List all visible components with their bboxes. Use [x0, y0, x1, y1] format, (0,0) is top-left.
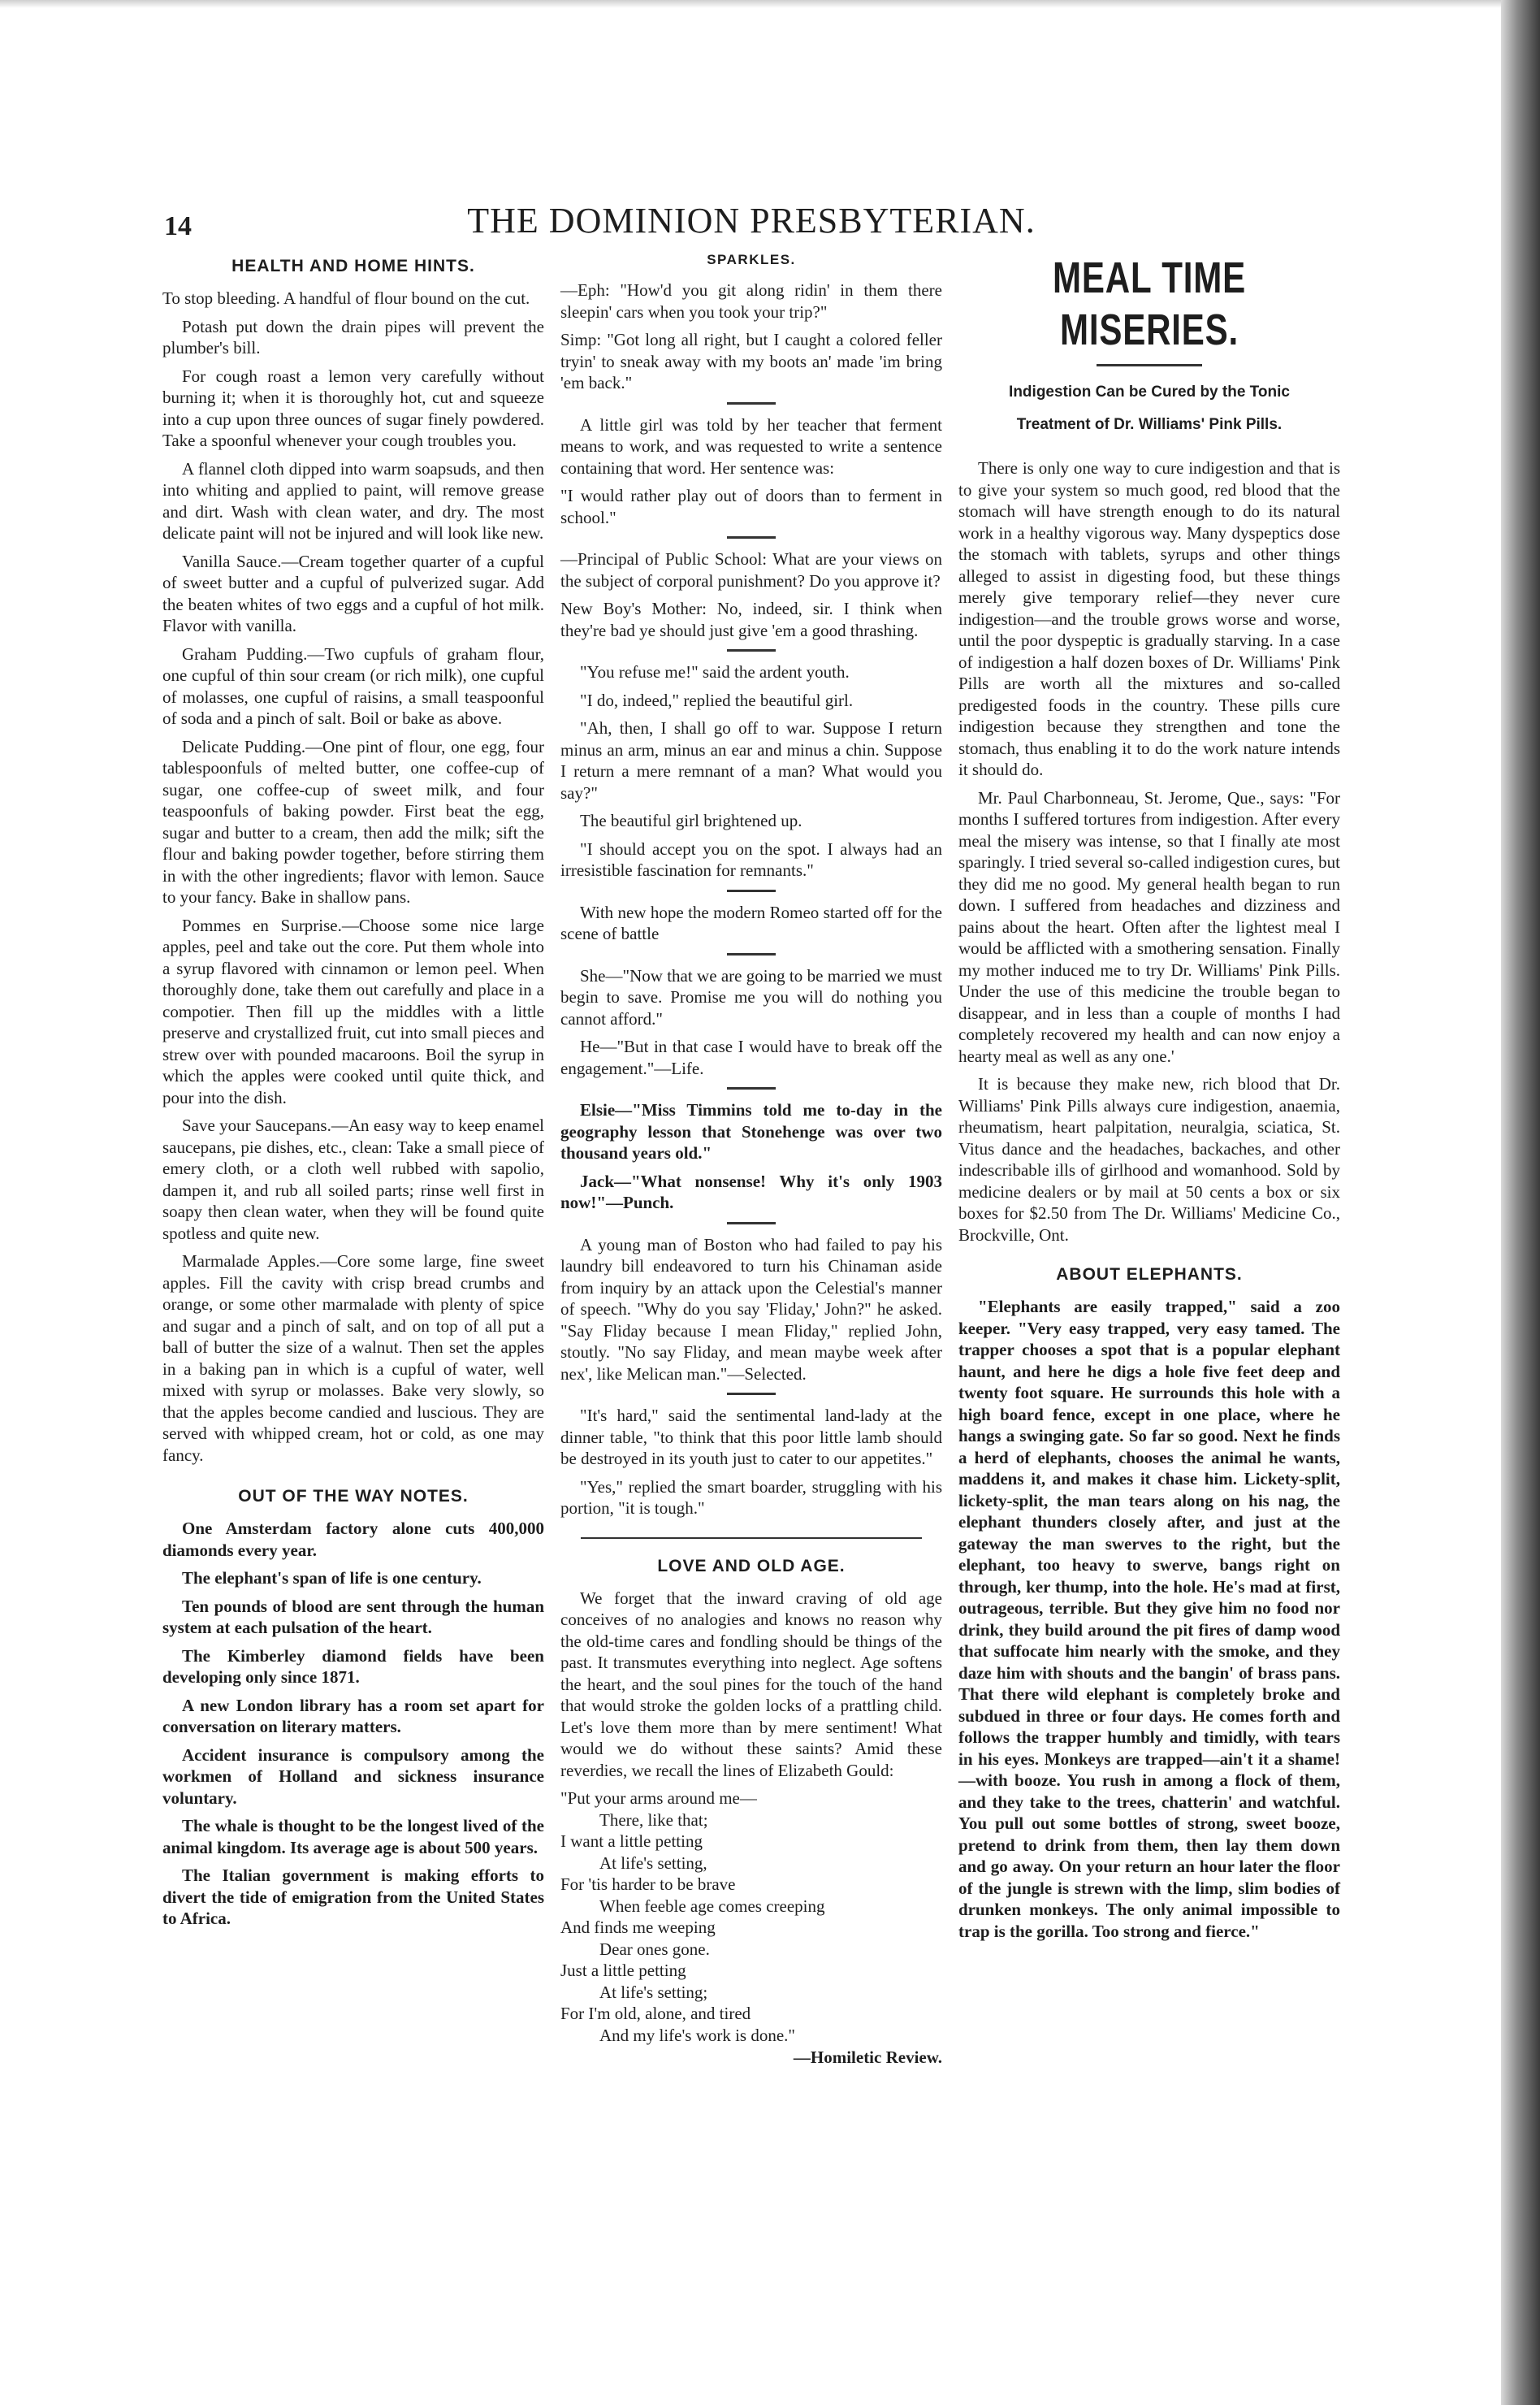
joke-item [560, 1099, 942, 1214]
page-number: 14 [164, 211, 192, 241]
joke-divider [727, 1393, 776, 1395]
meal-paragraph: There is only one way to cure indigestion and that is to give your system so much good, red blood that the stomach will have strength enough to do its natural work in a healthy vigorous way. Many dyspeptics dose the stomach with tablets, syrups and other things alleged to assist in digesting food, but these things merely give temporary relief—they never cure indigestion—and the trouble grows worse and worse, until the poor dyspeptic is gradually starving. In a case of indigestion a half dozen boxes of Dr. Williams' Pink Pills are worth all the mixtures and so-called predigested foods in the country. These pills cure indigestion because they strengthen and tone the stomach, thus enabling it to do the work nature intends it should do. [958, 458, 1340, 779]
joke-divider [727, 890, 776, 892]
meal-subhead: Indigestion Can be Cured by the Tonic Treatment of Dr. Williams' Pink Pills. [1009, 384, 1290, 433]
joke-divider [727, 1087, 776, 1090]
poem-line: "Put your arms around me— [560, 1788, 757, 1808]
sparkles-heading: SPARKLES. [707, 252, 796, 267]
joke-line: —Eph: "How'd you git along ridin' in them there sleepin' cars when you took your trip?" [560, 280, 942, 322]
scan-top-shadow [0, 0, 1540, 8]
elephants-heading: ABOUT ELEPHANTS. [1056, 1265, 1243, 1284]
health-paragraph: Pommes en Surprise.—Choose some nice large apples, peel and take out the core. Put them whole into a syrup flavored with cinnamon or lemon peel. When thoroughly done, take them out carefully and place in a compotier. Then fill up the middles with a little preserve and crystallized fruit, cut into small pieces and strew over with pounded macaroons. Boil the syrup in which the apples were cooked until quite thick, and pour into the dish. [162, 915, 544, 1107]
notes-item: The Kimberley diamond fields have been developing only since 1871. [162, 1645, 544, 1687]
joke-item [560, 280, 942, 394]
joke-line: She—"Now that we are going to be married we must begin to save. Promise me you will do nothing you cannot afford." [560, 965, 942, 1029]
joke-line: Jack—"What nonsense! Why it's only 1903 now!"—Punch. [560, 1171, 942, 1212]
health-paragraph: Marmalade Apples.—Core some large, fine sweet apples. Fill the cavity with crisp bread crumbs and orange, or some other marmalade with plenty of spice and sugar and a pinch of salt, and on top of all put a ball of butter the size of a walnut. Then set the apples in a baking pan in which is a cupful of water, well mixed with syrup or molasses. Bake very slowly, so that the apples become candied and luscious. They are served with whipped cream, hot or cold, as one may fancy. [162, 1251, 544, 1465]
joke-line: "I should accept you on the spot. I always had an irresistible fascination for remnants." [560, 838, 942, 880]
masthead [154, 195, 1348, 244]
poem-line: For I'm old, alone, and tired [560, 2004, 751, 2023]
joke-line: A little girl was told by her teacher that ferment means to work, and was requested to write a sentence containing that word. Her sentence was: [560, 414, 942, 478]
health-paragraph: To stop bleeding. A handful of flour bound on the cut. [162, 288, 530, 308]
poem-line: For 'tis harder to be brave [560, 1874, 736, 1894]
joke-line: Simp: "Got long all right, but I caught a colored feller tryin' to sneak away with my boots an' made 'im bring 'em back." [560, 330, 942, 392]
poem-line: Just a little petting [560, 1961, 686, 1980]
joke-line: The beautiful girl brightened up. [580, 811, 802, 830]
poem-line: I want a little petting [560, 1831, 703, 1851]
joke-item [560, 902, 942, 945]
poem-credit: —Homiletic Review. [793, 2048, 942, 2067]
joke-line: "Yes," replied the smart boarder, struggling with his portion, "it is tough." [560, 1476, 942, 1518]
notes-item: The Italian government is making efforts to divert the tide of emigration from the United States to Africa. [162, 1866, 544, 1928]
poem [560, 1788, 942, 2046]
love-heading: LOVE AND OLD AGE. [657, 1556, 846, 1575]
joke-line: —Principal of Public School: What are your views on the subject of corporal punishment? Do you approve it? [560, 549, 942, 591]
joke-divider [727, 649, 776, 652]
joke-item [560, 1234, 942, 1385]
poem-line: Dear ones gone. [599, 1939, 710, 1959]
joke-line: "It's hard," said the sentimental land-lady at the dinner table, "to think that this poor little lamb should be destroyed in its youth just to cater to our appetites." [560, 1406, 942, 1468]
meal-paragraph: It is because they make new, rich blood that Dr. Williams' Pink Pills always cure indigestion, anaemia, rheumatism, heart palpitation, neuralgia, sciatica, St. Vitus dance and the headaches, backaches, and other indescribable ills of girlhood and womanhood. Sold by medicine dealers or by mail at 50 cents a box or six boxes for $2.50 from The Dr. Williams' Medicine Co., Brockville, Ont. [958, 1074, 1340, 1245]
health-paragraph: For cough roast a lemon very carefully without burning it; when it is thoroughly hot, cut and squeeze into a cup upon three ounces of sugar finely powdered. Take a spoonful whenever your cough troubles you. [162, 366, 544, 450]
meal-headline: MEAL TIME MISERIES. [1053, 254, 1246, 354]
poem-line: When feeble age comes creeping [599, 1896, 825, 1916]
notes-item: Ten pounds of blood are sent through the human system at each pulsation of the heart. [162, 1596, 544, 1637]
joke-divider [727, 536, 776, 539]
notes-item: A new London library has a room set apart for conversation on literary matters. [162, 1695, 544, 1736]
column-left [162, 252, 544, 1936]
joke-line: "I do, indeed," replied the beautiful girl. [580, 690, 854, 710]
notes-item: The elephant's span of life is one century. [182, 1568, 482, 1588]
meal-paragraph: Mr. Paul Charbonneau, St. Jerome, Que., says: "For months I suffered tortures from indigestion. After every meal the misery was intense, so that I finally ate most sparingly. I tried several so-called indigestion cures, but they did me no good. My general health began to run down. I suffered from headaches and dizziness and pains about the heart. Often after the lightest meal I would be afflicted with a smothering sensation. Finally my mother induced me to try Dr. Williams' Pink Pills. Under the use of this medicine the trouble began to disappear, and in less than a couple of months I had completely recovered my health and can now enjoy a hearty meal as well as any one.' [958, 787, 1340, 1066]
joke-line: With new hope the modern Romeo started off for the scene of battle [560, 902, 942, 943]
joke-line: "You refuse me!" said the ardent youth. [580, 662, 850, 682]
health-heading: HEALTH AND HOME HINTS. [231, 257, 475, 275]
health-paragraph: Graham Pudding.—Two cupfuls of graham flour, one cupful of thin sour cream (or rich milk), one cupful of molasses, one cupful of raisins, a small teaspoonful of soda and a pinch of salt. Boil or bake as above. [162, 644, 544, 728]
health-paragraph: Delicate Pudding.—One pint of flour, one egg, four tablespoonfuls of melted butter, one coffee-cup of sugar, one coffee-cup of sweet milk, and four teaspoonfuls of baking powder. First beat the egg, sugar and butter to a cream, then add the milk; sift the flour and baking powder together, before stirring them in with the other ingredients; flavor with lemon. Sauce to your fancy. Bake in shallow pans. [162, 736, 544, 907]
joke-item [560, 414, 942, 529]
section-divider [581, 1537, 922, 1539]
health-paragraph: Vanilla Sauce.—Cream together quarter of a cupful of sweet butter and a cupful of pulverized sugar. Add the beaten whites of two eggs and a cupful of hot milk. Flavor with vanilla. [162, 551, 544, 635]
joke-divider [727, 953, 776, 956]
health-paragraph: Save your Saucepans.—An easy way to keep enamel saucepans, pie dishes, etc., clean: Take a small piece of emery cloth, or a cloth well rubbed with sapolio, dampen it, and rub all soiled parts; rinse well first in soapy then clean water, when they will be found quite spotless and quite new. [162, 1116, 544, 1243]
joke-item [560, 548, 942, 641]
column-middle [560, 252, 942, 2068]
headline-rule [1097, 364, 1202, 366]
elephants-paragraph: "Elephants are easily trapped," said a zoo keeper. "Very easy trapped, very easy tamed. The trapper chooses a spot that is a popular elephant haunt, and here he digs a hole five feet deep and twenty foot square. He surrounds this hole with a high board fence, except in one place, where he hangs a swinging gate. So far so good. Next he finds a herd of elephants, chooses the animal he wants, maddens it, and makes it chase him. Lickety-split, lickety-split, the man tears along on his nag, the elephant thunders closely after, and just at the gateway the man swerves to the right, but the elephant, too heavy to swerve, bangs right on through, ker thump, into the hole. He's mad at first, outrageous, terrible. But they give him no food nor drink, they build around the pit fires of damp wood that suffocate him nearly with the smoke, and they daze him with shouts and the bangin' of brass pans. That there wild elephant is completely broke and subdued in three or four days. He comes forth and follows the trapper humbly and timidly, with tears in his eyes. Monkeys are trapped—ain't it a shame! —with booze. You rush in among a flock of them, and they take to the trees, chatterin' and watchful. You pull out some bottles of strong, sweet booze, pretend to drink from them, then lay them down and go away. On your return an hour later the floor of the jungle is strewn with the limp, slim bodies of drunken monkeys. The only animal impossible to trap is the gorilla. Too strong and fierce." [958, 1297, 1340, 1941]
newspaper-page [154, 195, 1348, 2389]
notes-item: The whale is thought to be the longest lived of the animal kingdom. Its average age is about 500 years. [162, 1816, 544, 1857]
notes-item: Accident insurance is compulsory among the workmen of Holland and sickness insurance voluntary. [162, 1744, 544, 1808]
joke-item [560, 965, 942, 1080]
joke-item [560, 1405, 942, 1519]
joke-line: New Boy's Mother: No, indeed, sir. I think when they're bad ye should just give 'em a good thrashing. [560, 599, 942, 640]
joke-line: Elsie—"Miss Timmins told me to-day in the geography lesson that Stonehenge was over two thousand years old." [560, 1100, 942, 1163]
joke-line: He—"But in that case I would have to break off the engagement."—Life. [560, 1037, 942, 1078]
column-right [958, 252, 1340, 1948]
joke-line: "Ah, then, I shall go off to war. Suppose I return minus an arm, minus an ear and minus a chin. Suppose I return a mere remnant of a man? What would you say?" [560, 718, 942, 803]
poem-line: At life's setting, [599, 1852, 707, 1873]
scan-binding-edge [1501, 0, 1540, 2405]
joke-divider [727, 1222, 776, 1224]
joke-item [560, 661, 942, 882]
love-intro: We forget that the inward craving of old age conceives of no analogies and knows no reason why the old-time cares and fondling should be things of the past. It transmutes everything into neglect. Age softens the heart, and the soul pines for the touch of the hand that would stroke the golden locks of a prattling child. Let's love them more than by mere sentiment! What would we do without these saints? Amid these reverdies, we recall the lines of Elizabeth Gould: [560, 1588, 942, 1780]
poem-line: At life's setting; [599, 1982, 708, 2002]
poem-line: And my life's work is done." [599, 2025, 795, 2045]
poem-line: And finds me weeping [560, 1918, 716, 1937]
health-paragraph: Potash put down the drain pipes will prevent the plumber's bill. [162, 316, 544, 358]
health-paragraph: A flannel cloth dipped into warm soapsuds, and then into whiting and applied to paint, will remove grease and dirt. Wash with clean water, and dry. The most delicate paint will not be injured and will look like new. [162, 458, 544, 543]
newspaper-title: THE DOMINION PRESBYTERIAN. [467, 201, 1036, 240]
poem-line: There, like that; [599, 1809, 708, 1830]
notes-heading: OUT OF THE WAY NOTES. [238, 1487, 469, 1506]
joke-line: A young man of Boston who had failed to pay his laundry bill endeavored to turn his Chinaman aside from inquiry by an attack upon the Celestial's manner of speech. "Why do you say 'Fliday,' John?" he asked. "Say Fliday because I mean Fliday," replied John, stoutly. "No say Fliday, and mean maybe week after nex', like Melican man."—Selected. [560, 1234, 942, 1384]
joke-divider [727, 402, 776, 405]
joke-line: "I would rather play out of doors than to ferment in school." [560, 486, 942, 527]
notes-item: One Amsterdam factory alone cuts 400,000 diamonds every year. [162, 1519, 544, 1560]
